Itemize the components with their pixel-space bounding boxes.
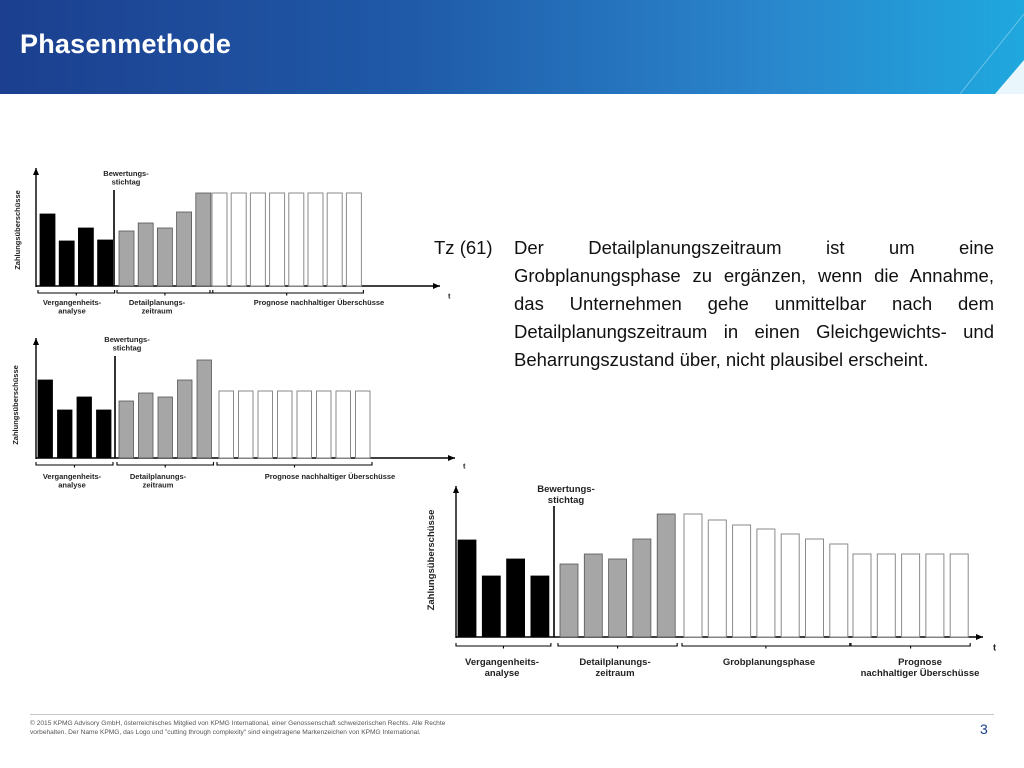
phase-label: Detailplanungs-zeitraum [128, 298, 186, 316]
phase-label: Detailplanungs-zeitraum [579, 657, 651, 679]
bar-detail [177, 212, 192, 286]
bar-detail [139, 393, 154, 458]
y-axis-label: Zahlungsüberschüsse [11, 365, 20, 445]
valuation-date-annotation: Bewertungs-stichtag [104, 335, 150, 353]
bar-forecast [356, 391, 371, 458]
phase-bracket [38, 290, 115, 293]
bar-past [40, 214, 55, 286]
bar-detail [657, 514, 675, 637]
bar-past [458, 540, 476, 637]
bar-forecast [250, 193, 265, 286]
bar-forecast [781, 534, 799, 637]
bar-forecast [258, 391, 273, 458]
phase-bracket [36, 462, 113, 465]
bar-detail [196, 193, 211, 286]
bar-forecast [877, 554, 895, 637]
phase-bracket [217, 462, 372, 465]
phase-bracket [210, 290, 363, 293]
phase-label: Prognose nachhaltiger Überschüsse [253, 298, 385, 307]
phase-bracket [456, 643, 551, 646]
bar-forecast [308, 193, 323, 286]
tz-text: Der Detailplanungszeitraum ist um eine Grobplanungsphase zu ergänzen, wenn die Annahme, das Unternehmen gehe unmittelbar nach dem Detailplanungszeitraum in einen Gleichgewichts- und Beharrungszustand über, nicht plausibel erscheint. [514, 237, 994, 370]
bar-forecast [239, 391, 254, 458]
y-axis-label: Zahlungsüberschüsse [426, 509, 437, 611]
bar-past [77, 397, 92, 458]
bar-detail [119, 231, 134, 286]
phase-label: Detailplanungs-zeitraum [129, 472, 187, 490]
x-axis-arrow [976, 634, 983, 640]
bar-forecast [853, 554, 871, 637]
phase-bracket [851, 643, 970, 646]
bar-detail [584, 554, 602, 637]
tz-reference: Tz (61) [434, 237, 493, 258]
phase-label: Grobplanungsphase [722, 657, 816, 668]
x-axis-label: t [448, 291, 451, 301]
phase-bracket [117, 290, 213, 293]
bar-past [98, 240, 113, 286]
bar-forecast [902, 554, 920, 637]
bar-forecast [346, 193, 361, 286]
bar-forecast [806, 539, 824, 637]
bar-past [531, 576, 549, 637]
bar-detail [138, 223, 153, 286]
y-axis-arrow [33, 338, 39, 345]
bar-forecast [212, 193, 227, 286]
phase-label: Vergangenheits-analyse [42, 298, 102, 316]
bar-forecast [830, 544, 848, 637]
bar-detail [609, 559, 627, 637]
bar-forecast [231, 193, 246, 286]
chart-phases-simple [0, 160, 470, 330]
bar-forecast [926, 554, 944, 637]
chart-phases-declining [0, 330, 490, 500]
bar-detail [560, 564, 578, 637]
page-title: Phasenmethode [20, 29, 232, 59]
bar-forecast [336, 391, 351, 458]
bar-forecast [289, 193, 304, 286]
x-axis-label: t [463, 461, 466, 471]
phase-bracket [117, 462, 214, 465]
x-axis-arrow [433, 283, 440, 289]
bar-past [38, 380, 53, 458]
bar-forecast [684, 514, 702, 637]
y-axis-label: Zahlungsüberschüsse [13, 190, 22, 270]
phase-label: Vergangenheits-analyse [42, 472, 102, 490]
valuation-date-annotation: Bewertungs-stichtag [103, 169, 149, 187]
bar-forecast [297, 391, 312, 458]
phase-label: Vergangenheits-analyse [465, 657, 539, 679]
bar-past [78, 228, 93, 286]
phase-label: Prognose nachhaltiger Überschüsse [264, 472, 396, 481]
phase-bracket [682, 643, 850, 646]
bar-detail [197, 360, 212, 458]
bar-detail [119, 401, 134, 458]
bar-past [59, 241, 74, 286]
footer-copyright: © 2015 KPMG Advisory GmbH, österreichisches Mitglied von KPMG International, einer Genossenschaft schweizerischen Rechts. Alle Rechte vorbehalten. Der Name KPMG, das Logo und "cutting through complexity" sind eingetragene Markenzeichen von KPMG International. [30, 720, 446, 736]
y-axis-arrow [453, 486, 459, 493]
bar-forecast [733, 525, 751, 637]
bar-detail [633, 539, 651, 637]
bar-past [507, 559, 525, 637]
bar-forecast [708, 520, 726, 637]
bar-detail [178, 380, 193, 458]
bar-forecast [270, 193, 285, 286]
bar-detail [157, 228, 172, 286]
bar-forecast [278, 391, 293, 458]
bar-forecast [317, 391, 332, 458]
header-banner [0, 0, 1024, 94]
bar-past [482, 576, 500, 637]
bar-forecast [757, 529, 775, 637]
phase-bracket [558, 643, 677, 646]
footer-divider [30, 714, 994, 715]
bar-past [58, 410, 73, 458]
page-number: 3 [980, 721, 988, 737]
chart-phases-grobplanung [418, 478, 1008, 688]
bar-forecast [327, 193, 342, 286]
bar-forecast [950, 554, 968, 637]
valuation-date-annotation: Bewertungs-stichtag [537, 484, 595, 506]
x-axis-label: t [993, 642, 997, 654]
bar-forecast [219, 391, 234, 458]
bar-detail [158, 397, 173, 458]
x-axis-arrow [448, 455, 455, 461]
y-axis-arrow [33, 168, 39, 175]
phase-label: Prognose nachhaltiger Überschüsse [860, 657, 980, 679]
bar-past [97, 410, 112, 458]
